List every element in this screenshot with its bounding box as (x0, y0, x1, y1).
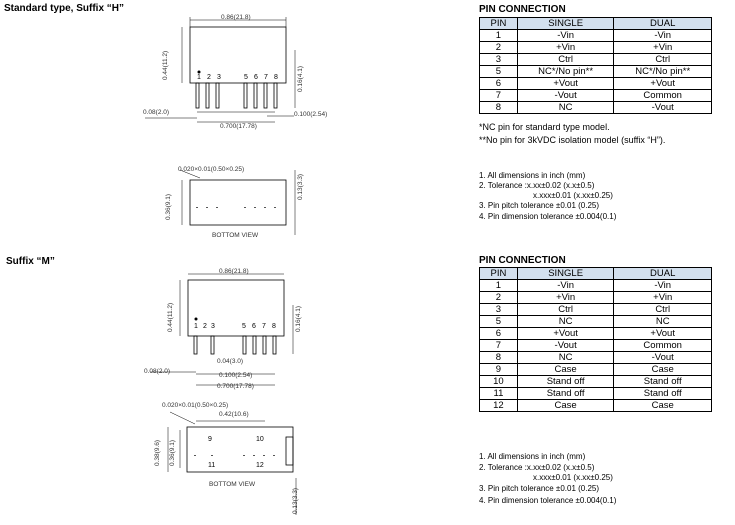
table-row (480, 400, 712, 412)
table-row (480, 54, 712, 66)
m-pin-num: 7 (262, 323, 266, 330)
cell: -Vout (614, 352, 712, 364)
h-bottom-body (190, 180, 286, 225)
h-thickness-dim: 0.36(9.1) (165, 193, 172, 220)
note: 4. Pin dimension tolerance ±0.004(0.1) (479, 496, 617, 505)
m-height-dim: 0.44(11.2) (167, 302, 174, 332)
cell: 6 (480, 328, 518, 340)
table-row (480, 340, 712, 352)
cell: Ctrl (517, 304, 614, 316)
note: 3. Pin pitch tolerance ±0.01 (0.25) (479, 201, 600, 210)
h-pinlen-dim: 0.16(4.1) (297, 65, 304, 92)
cell: 7 (480, 90, 518, 102)
m-pin-num: 8 (272, 323, 276, 330)
table-row (480, 90, 712, 102)
section-m-title: Suffix “M” (6, 256, 55, 267)
m-pin-num: 2 (203, 323, 207, 330)
cell: 8 (480, 352, 518, 364)
m-bottom-body (187, 427, 293, 472)
cell: 2 (480, 42, 518, 54)
cell: 5 (480, 66, 518, 78)
h-pin-num: 2 (207, 74, 211, 81)
h-offset-dim: 0.08(2.0) (143, 109, 170, 116)
table-row (480, 376, 712, 388)
m-pin-num: 6 (252, 323, 256, 330)
m-inner-dim: 0.36(9.1) (169, 439, 176, 466)
h-pin-num: 3 (217, 74, 221, 81)
h-bottom-view-label: BOTTOM VIEW (212, 232, 259, 239)
cell: 1 (480, 280, 518, 292)
h-span-dim: 0.700(17.78) (220, 123, 257, 130)
m-gap-dim: 0.04(3.0) (217, 358, 244, 365)
m-bottom-view-label: BOTTOM VIEW (209, 481, 256, 488)
m-width-dim: 0.86(21.8) (219, 268, 249, 275)
cell: Case (517, 400, 614, 412)
cell: 10 (480, 376, 518, 388)
cell: -Vin (614, 280, 712, 292)
h-pin-num: 5 (244, 74, 248, 81)
cell: Case (614, 400, 712, 412)
cell: +Vin (614, 292, 712, 304)
table-row (480, 364, 712, 376)
cell: NC (517, 316, 614, 328)
table-row (480, 102, 712, 114)
table-header-row (480, 18, 712, 30)
cell: NC*/No pin** (517, 66, 614, 78)
table-row (480, 316, 712, 328)
h-front-body (190, 27, 286, 83)
m-pin-num: 3 (211, 323, 215, 330)
cell: -Vin (517, 280, 614, 292)
col-header: PIN (480, 268, 518, 280)
cell: +Vout (614, 78, 712, 90)
col-header: SINGLE (517, 268, 614, 280)
cell: -Vout (517, 90, 614, 102)
cell: -Vin (517, 30, 614, 42)
section-h-title: Standard type, Suffix “H” (4, 3, 125, 14)
cell: NC (614, 316, 712, 328)
cell: NC*/No pin** (614, 66, 712, 78)
col-header: DUAL (614, 268, 712, 280)
table-row (480, 42, 712, 54)
cell: 2 (480, 292, 518, 304)
cell: 3 (480, 304, 518, 316)
cell: Case (614, 364, 712, 376)
h-pindim-dim: 0.020×0.01(0.50×0.25) (178, 166, 245, 173)
m-outer-dim: 0.38(9.6) (154, 439, 161, 466)
m-front-pins (194, 336, 276, 354)
h-pin-num: 8 (274, 74, 278, 81)
cell: 6 (480, 78, 518, 90)
cell: 11 (480, 388, 518, 400)
note: 1. All dimensions in inch (mm) (479, 171, 586, 180)
cell: Case (517, 364, 614, 376)
table-row (480, 352, 712, 364)
cell: Ctrl (517, 54, 614, 66)
table-row (480, 388, 712, 400)
m-span-dim: 0.700(17.78) (217, 383, 254, 390)
cell: NC (517, 102, 614, 114)
note: 4. Pin dimension tolerance ±0.004(0.1) (479, 212, 617, 221)
m-pinoffset-dim: 0.13(3.3) (292, 487, 299, 514)
col-header: PIN (480, 18, 518, 30)
cell: 5 (480, 316, 518, 328)
table-row (480, 292, 712, 304)
m-bottom-pin-12: 12 (256, 462, 264, 469)
col-header: DUAL (614, 18, 712, 30)
cell: Stand off (614, 388, 712, 400)
h-front-pins (196, 83, 277, 108)
cell: -Vout (614, 102, 712, 114)
col-header: SINGLE (517, 18, 614, 30)
footnote: *NC pin for standard type model. (479, 122, 610, 132)
cell: +Vin (517, 292, 614, 304)
cell: 9 (480, 364, 518, 376)
cell: Ctrl (614, 54, 712, 66)
cell: 12 (480, 400, 518, 412)
table-row (480, 280, 712, 292)
cell: -Vin (614, 30, 712, 42)
m-bottom-pin-10: 10 (256, 436, 264, 443)
note: 2. Tolerance :x.xx±0.02 (x.x±0.5) (479, 463, 595, 472)
cell: -Vout (517, 340, 614, 352)
h-width-dim: 0.86(21.8) (221, 14, 251, 21)
cell: 7 (480, 340, 518, 352)
cell: Stand off (517, 376, 614, 388)
m-offset-dim: 0.08(2.0) (144, 368, 171, 375)
cell: Stand off (614, 376, 712, 388)
m-pin-num: 5 (242, 323, 246, 330)
note: x.xxx±0.01 (x.xx±0.25) (533, 473, 613, 482)
note: x.xxx±0.01 (x.xx±0.25) (533, 191, 613, 200)
cell: Stand off (517, 388, 614, 400)
h-pin-num: 6 (254, 74, 258, 81)
m-pinlen-dim: 0.16(4.1) (295, 305, 302, 332)
h-pin-num: 7 (264, 74, 268, 81)
cell: 3 (480, 54, 518, 66)
cell: +Vin (517, 42, 614, 54)
m-pin-num: 1 (194, 323, 198, 330)
table-m-title: PIN CONNECTION (479, 255, 566, 266)
table-h-title: PIN CONNECTION (479, 4, 566, 15)
h-pin-num: 1 (197, 74, 201, 81)
note: 3. Pin pitch tolerance ±0.01 (0.25) (479, 484, 600, 493)
footnote: **No pin for 3kVDC isolation model (suffix “H”). (479, 135, 666, 145)
m-bottom-pin-11: 11 (208, 462, 216, 469)
table-row (480, 78, 712, 90)
table-row (480, 30, 712, 42)
cell: +Vout (517, 78, 614, 90)
cell: +Vin (614, 42, 712, 54)
m-bottom-pin-9: 9 (208, 436, 212, 443)
h-height-dim: 0.44(11.2) (162, 50, 169, 80)
cell: Common (614, 90, 712, 102)
cell: Ctrl (614, 304, 712, 316)
h-pitch-dim: 0.100(2.54) (294, 111, 328, 118)
note: 1. All dimensions in inch (mm) (479, 452, 586, 461)
cell: +Vout (614, 328, 712, 340)
pin-table-m (479, 267, 712, 412)
table-row (480, 66, 712, 78)
cell: Common (614, 340, 712, 352)
note: 2. Tolerance :x.xx±0.02 (x.x±0.5) (479, 181, 595, 190)
m-innerwidth-dim: 0.42(10.6) (219, 411, 249, 418)
cell: +Vout (517, 328, 614, 340)
pin-table-h (479, 17, 712, 114)
m-pitch-dim: 0.100(2.54) (219, 372, 253, 379)
m-pindim-dim: 0.020×0.01(0.50×0.25) (162, 402, 229, 409)
cell: NC (517, 352, 614, 364)
table-header-row (480, 268, 712, 280)
cell: 1 (480, 30, 518, 42)
h-pinoffset-dim: 0.13(3.3) (297, 173, 304, 200)
table-row (480, 328, 712, 340)
cell: 8 (480, 102, 518, 114)
table-row (480, 304, 712, 316)
